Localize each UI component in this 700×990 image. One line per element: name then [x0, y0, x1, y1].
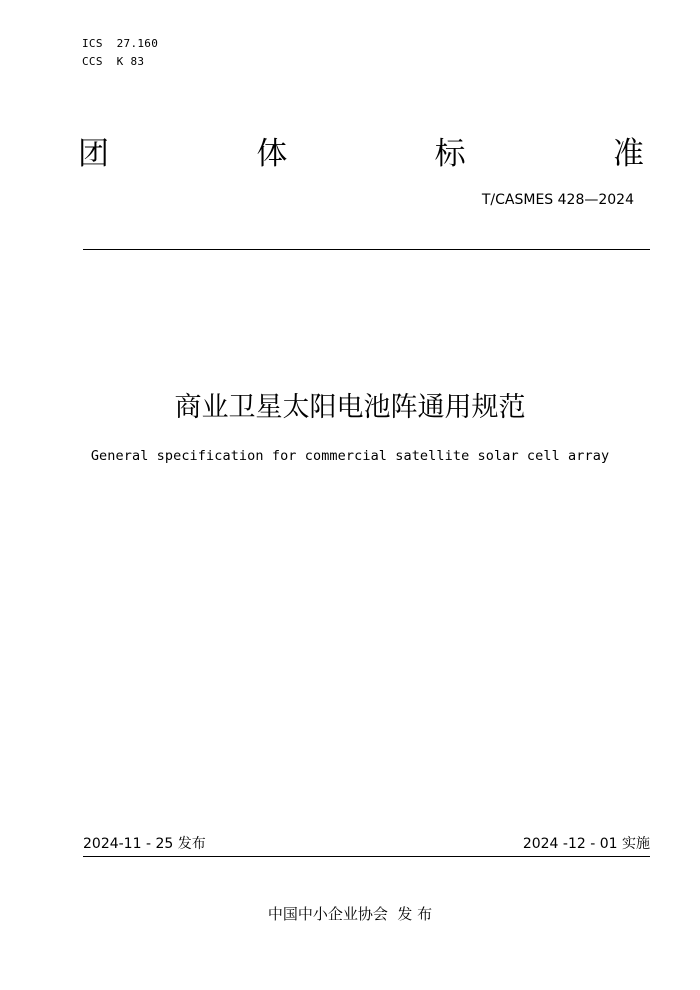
ccs-code: CCS K 83 — [82, 55, 145, 68]
standard-category-heading — [78, 132, 644, 176]
document-title-chinese: 商业卫星太阳电池阵通用规范 — [174, 392, 526, 423]
category-char-3: 标 — [434, 136, 466, 172]
bottom-divider — [83, 856, 650, 857]
classification-codes — [82, 35, 158, 71]
category-char-2: 体 — [256, 136, 288, 172]
category-char-4: 准 — [612, 136, 644, 172]
issue-date: 2024-11 - 25 发布 — [83, 836, 206, 852]
document-title-english: General specification for commercial satellite solar cell array — [90, 448, 610, 464]
publisher-line: 中国中小企业协会 发 布 — [267, 905, 433, 923]
standard-number: T/CASMES 428—2024 — [481, 192, 634, 208]
top-divider — [83, 249, 650, 250]
implementation-date: 2024 -12 - 01 实施 — [522, 836, 650, 852]
ics-code: ICS 27.160 — [82, 37, 159, 50]
category-char-1: 团 — [78, 136, 109, 172]
